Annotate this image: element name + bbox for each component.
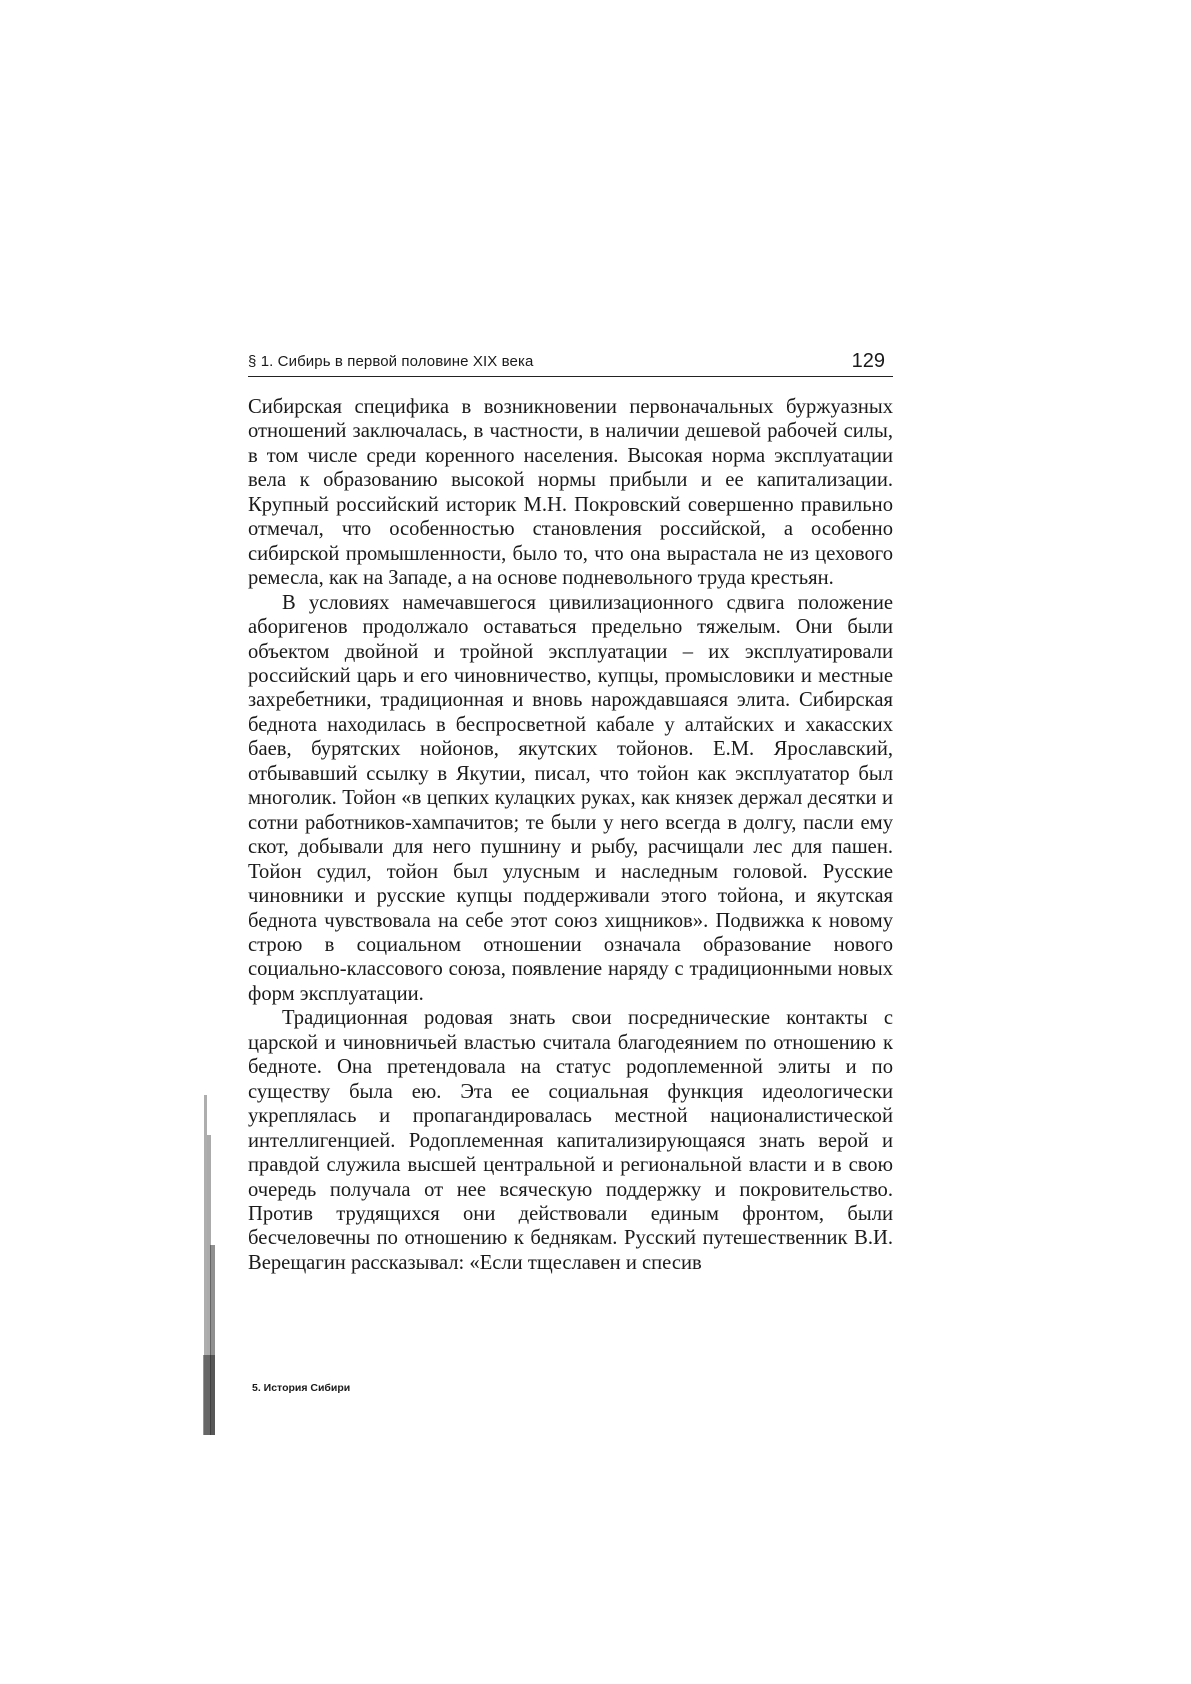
paragraph-3: Традиционная родовая знать свои посреднические контакты с царской и чиновничьей властью считала благодеянием по отношению к бедноте. Она претендовала на статус родоплеменной элиты и по существу была ею. Эта ее социальная функция идеологически укреплялась и пропагандировалась местной националистической интеллигенцией. Родоплеменная капитализирующаяся знать верой и правдой служила высшей центральной и региональной власти и в свою очередь получала от нее всяческую поддержку и покровительство. Против трудящихся они действовали единым фронтом, были бесчеловечны по отношению к беднякам. Русский путешественник В.И. Верещагин рассказывал: «Если тщеславен и спесив bbox=[248, 1007, 893, 1274]
paragraph-1: Сибирская специфика в возникновении первоначальных буржуазных отношений заключалась, в частности, в наличии дешевой рабочей силы, в том числе среди коренного населения. Высокая норма эксплуатации вела к образованию высокой нормы прибыли и ее капитализации. Крупный российский историк М.Н. Покровский совершенно правильно отмечал, что особенностью становления российской, а особенно сибирской промышленности, было то, что она вырастала не из цехового ремесла, как на Западе, а на основе подневольного труда крестьян. bbox=[248, 396, 893, 590]
running-header bbox=[248, 336, 893, 377]
scan-binding-shadow bbox=[202, 1095, 216, 1435]
section-title: § 1. Сибирь в первой половине XIX века bbox=[248, 353, 534, 370]
printer-signature: 5. История Сибири bbox=[252, 1382, 351, 1394]
paragraph-2: В условиях намечавшегося цивилизационного сдвига положение аборигенов продолжало оставаться предельно тяжелым. Они были объектом двойной и тройной эксплуатации – их эксплуатировали российский царь и его чиновничество, купцы, промысловики и местные захребетники, традиционная и вновь нарождавшаяся элита. Сибирская беднота находилась в беспросветной кабале у алтайских и хакасских баев, бурятских нойонов, якутских тойонов. Е.М. Ярославский, отбывавший ссылку в Якутии, писал, что тойон как эксплуататор был многолик. Тойон «в цепких кулацких руках, как князек держал десятки и сотни работников-хампачитов; те были у него всегда в долгу, пасли ему скот, добывали для него пушнину и рыбу, расчищали лес для пашен. Тойон судил, тойон был улусным и наследным головой. Русские чиновники и русские купцы поддерживали этого тойона, и якутская беднота чувствовала на себе этот союз хищников». Подвижка к новому строю в социальном отношении означала образование нового социально-классового союза, появление наряду с традиционными новых форм эксплуатации. bbox=[248, 591, 893, 1005]
body-text bbox=[248, 395, 893, 1275]
book-page bbox=[248, 0, 893, 1684]
page-number: 129 bbox=[851, 350, 885, 372]
